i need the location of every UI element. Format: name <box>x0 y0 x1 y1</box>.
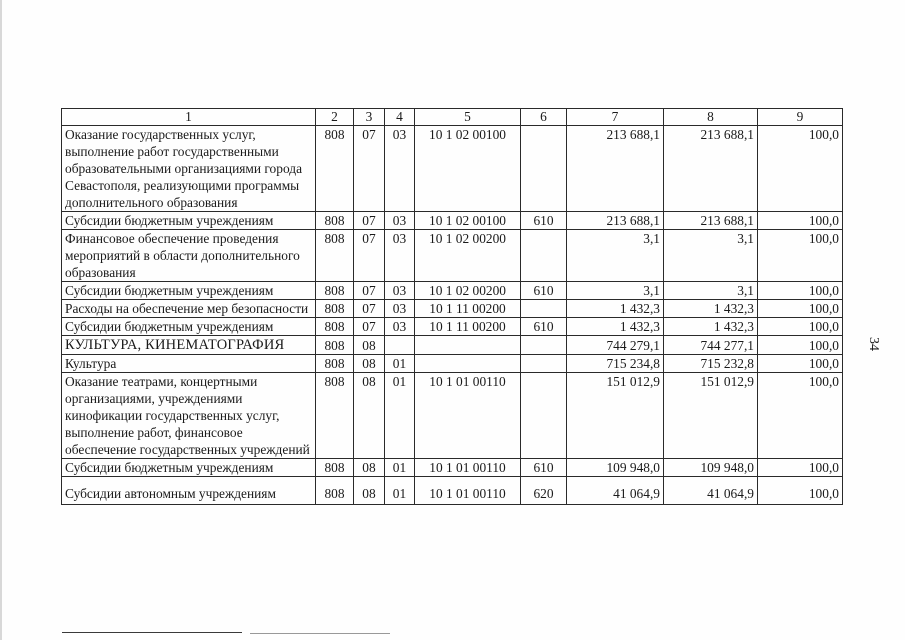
table-row <box>62 355 843 373</box>
row-name-cell: Субсидии бюджетным учреждениям <box>62 459 316 477</box>
publisher-code-cell: 808 <box>316 318 354 336</box>
table-row <box>62 477 843 505</box>
expense-type-cell: 610 <box>521 212 567 230</box>
target-item-cell: 10 1 02 00200 <box>415 230 521 282</box>
planned-amount-cell: 213 688,1 <box>567 212 664 230</box>
executed-amount-cell: 1 432,3 <box>664 300 758 318</box>
section-cell: 07 <box>354 318 385 336</box>
column-header: 7 <box>567 109 664 126</box>
publisher-code-cell: 808 <box>316 300 354 318</box>
table-row <box>62 373 843 459</box>
percent-cell: 100,0 <box>758 212 843 230</box>
section-cell: 08 <box>354 459 385 477</box>
percent-cell: 100,0 <box>758 373 843 459</box>
page-number: 34 <box>866 337 881 351</box>
planned-amount-cell: 109 948,0 <box>567 459 664 477</box>
expense-type-cell <box>521 355 567 373</box>
column-header: 1 <box>62 109 316 126</box>
expense-type-cell: 620 <box>521 477 567 505</box>
row-name-cell: КУЛЬТУРА, КИНЕМАТОГРАФИЯ <box>62 336 316 355</box>
publisher-code-cell: 808 <box>316 459 354 477</box>
column-header: 6 <box>521 109 567 126</box>
section-cell: 07 <box>354 300 385 318</box>
table-row <box>62 300 843 318</box>
row-name-cell: Расходы на обеспечение мер безопасности <box>62 300 316 318</box>
section-cell: 07 <box>354 230 385 282</box>
row-name-cell: Финансовое обеспечение проведения мероприятий в области дополнительного образования <box>62 230 316 282</box>
target-item-cell: 10 1 02 00100 <box>415 126 521 212</box>
column-header: 8 <box>664 109 758 126</box>
subsection-cell: 01 <box>385 459 415 477</box>
executed-amount-cell: 3,1 <box>664 282 758 300</box>
table-row <box>62 212 843 230</box>
planned-amount-cell: 715 234,8 <box>567 355 664 373</box>
table-body <box>62 126 843 505</box>
executed-amount-cell: 151 012,9 <box>664 373 758 459</box>
target-item-cell: 10 1 01 00110 <box>415 477 521 505</box>
section-cell: 07 <box>354 282 385 300</box>
publisher-code-cell: 808 <box>316 212 354 230</box>
target-item-cell: 10 1 01 00110 <box>415 373 521 459</box>
planned-amount-cell: 213 688,1 <box>567 126 664 212</box>
percent-cell: 100,0 <box>758 318 843 336</box>
row-name-cell: Культура <box>62 355 316 373</box>
executed-amount-cell: 213 688,1 <box>664 126 758 212</box>
subsection-cell: 03 <box>385 318 415 336</box>
section-cell: 07 <box>354 212 385 230</box>
percent-cell: 100,0 <box>758 459 843 477</box>
row-name-cell: Оказание государственных услуг, выполнение работ государственными образовательными организациями города Севастополя, реализующими программы дополнительного образования <box>62 126 316 212</box>
row-name-cell: Субсидии автономным учреждениям <box>62 477 316 505</box>
expense-type-cell <box>521 373 567 459</box>
publisher-code-cell: 808 <box>316 282 354 300</box>
percent-cell: 100,0 <box>758 282 843 300</box>
section-cell: 08 <box>354 355 385 373</box>
budget-table <box>61 108 843 505</box>
expense-type-cell: 610 <box>521 318 567 336</box>
table-row <box>62 459 843 477</box>
planned-amount-cell: 41 064,9 <box>567 477 664 505</box>
scan-edge <box>0 0 2 640</box>
publisher-code-cell: 808 <box>316 126 354 212</box>
planned-amount-cell: 151 012,9 <box>567 373 664 459</box>
percent-cell: 100,0 <box>758 300 843 318</box>
target-item-cell: 10 1 11 00200 <box>415 300 521 318</box>
column-header: 9 <box>758 109 843 126</box>
planned-amount-cell: 3,1 <box>567 282 664 300</box>
target-item-cell <box>415 355 521 373</box>
target-item-cell <box>415 336 521 355</box>
subsection-cell: 03 <box>385 212 415 230</box>
section-cell: 08 <box>354 336 385 355</box>
expense-type-cell <box>521 300 567 318</box>
table-row <box>62 318 843 336</box>
subsection-cell <box>385 336 415 355</box>
table-row <box>62 126 843 212</box>
percent-cell: 100,0 <box>758 336 843 355</box>
section-cell: 08 <box>354 373 385 459</box>
expense-type-cell <box>521 336 567 355</box>
subsection-cell: 03 <box>385 126 415 212</box>
executed-amount-cell: 3,1 <box>664 230 758 282</box>
executed-amount-cell: 213 688,1 <box>664 212 758 230</box>
column-header: 4 <box>385 109 415 126</box>
percent-cell: 100,0 <box>758 355 843 373</box>
percent-cell: 100,0 <box>758 477 843 505</box>
executed-amount-cell: 41 064,9 <box>664 477 758 505</box>
table-row <box>62 230 843 282</box>
table-row <box>62 282 843 300</box>
target-item-cell: 10 1 02 00200 <box>415 282 521 300</box>
percent-cell: 100,0 <box>758 230 843 282</box>
publisher-code-cell: 808 <box>316 230 354 282</box>
expense-type-cell: 610 <box>521 282 567 300</box>
executed-amount-cell: 744 277,1 <box>664 336 758 355</box>
planned-amount-cell: 1 432,3 <box>567 318 664 336</box>
publisher-code-cell: 808 <box>316 477 354 505</box>
section-cell: 08 <box>354 477 385 505</box>
subsection-cell: 01 <box>385 373 415 459</box>
footer-rule-faint <box>250 633 390 634</box>
section-cell: 07 <box>354 126 385 212</box>
planned-amount-cell: 1 432,3 <box>567 300 664 318</box>
expense-type-cell <box>521 230 567 282</box>
row-name-cell: Субсидии бюджетным учреждениям <box>62 282 316 300</box>
footer-rule <box>62 632 242 633</box>
column-header: 5 <box>415 109 521 126</box>
row-name-cell: Субсидии бюджетным учреждениям <box>62 318 316 336</box>
table-row <box>62 336 843 355</box>
subsection-cell: 03 <box>385 300 415 318</box>
column-header: 3 <box>354 109 385 126</box>
publisher-code-cell: 808 <box>316 355 354 373</box>
planned-amount-cell: 3,1 <box>567 230 664 282</box>
expense-type-cell <box>521 126 567 212</box>
executed-amount-cell: 715 232,8 <box>664 355 758 373</box>
target-item-cell: 10 1 11 00200 <box>415 318 521 336</box>
row-name-cell: Оказание театрами, концертными организациями, учреждениями кинофикации государственных услуг, выполнение работ, финансовое обеспечение государственных учреждений <box>62 373 316 459</box>
table-header-row <box>62 109 843 126</box>
executed-amount-cell: 109 948,0 <box>664 459 758 477</box>
executed-amount-cell: 1 432,3 <box>664 318 758 336</box>
publisher-code-cell: 808 <box>316 373 354 459</box>
percent-cell: 100,0 <box>758 126 843 212</box>
planned-amount-cell: 744 279,1 <box>567 336 664 355</box>
target-item-cell: 10 1 02 00100 <box>415 212 521 230</box>
expense-type-cell: 610 <box>521 459 567 477</box>
subsection-cell: 03 <box>385 230 415 282</box>
target-item-cell: 10 1 01 00110 <box>415 459 521 477</box>
publisher-code-cell: 808 <box>316 336 354 355</box>
subsection-cell: 01 <box>385 355 415 373</box>
subsection-cell: 01 <box>385 477 415 505</box>
subsection-cell: 03 <box>385 282 415 300</box>
row-name-cell: Субсидии бюджетным учреждениям <box>62 212 316 230</box>
column-header: 2 <box>316 109 354 126</box>
